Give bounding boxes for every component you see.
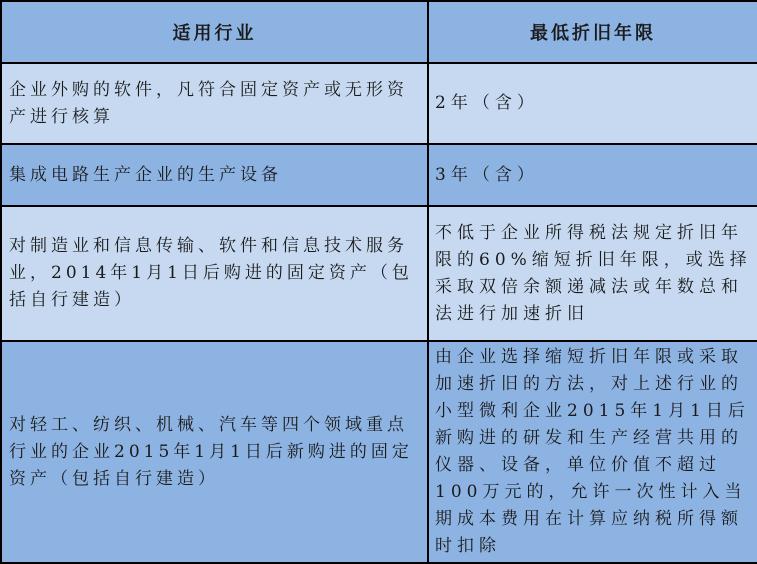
period-cell: 由企业选择缩短折旧年限或采取加速折旧的方法，对上述行业的小型微利企业2015年1月1日后新购进的研发和生产经营共用的仪器、设备，单位价值不超过100万元的，允许一次性计入当期成本费用在计算应纳税所得额时扣除 [428,341,757,563]
table-row [1,206,757,341]
table-header-row [1,1,757,63]
industry-cell: 对轻工、纺织、机械、汽车等四个领域重点行业的企业2015年1月1日后新购进的固定资产（包括自行建造） [1,341,428,563]
period-column-header: 最低折旧年限 [428,1,757,63]
industry-cell: 对制造业和信息传输、软件和信息技术服务业，2014年1月1日后购进的固定资产（包括自行建造） [1,206,428,341]
period-cell: 2年（含） [428,63,757,144]
table-row [1,144,757,206]
industry-cell: 企业外购的软件，凡符合固定资产或无形资产进行核算 [1,63,428,144]
table-row [1,63,757,144]
industry-column-header: 适用行业 [1,1,428,63]
period-cell: 3年（含） [428,144,757,206]
industry-cell: 集成电路生产企业的生产设备 [1,144,428,206]
table-row [1,341,757,563]
period-cell: 不低于企业所得税法规定折旧年限的60%缩短折旧年限，或选择采取双倍余额递减法或年数总和法进行加速折旧 [428,206,757,341]
